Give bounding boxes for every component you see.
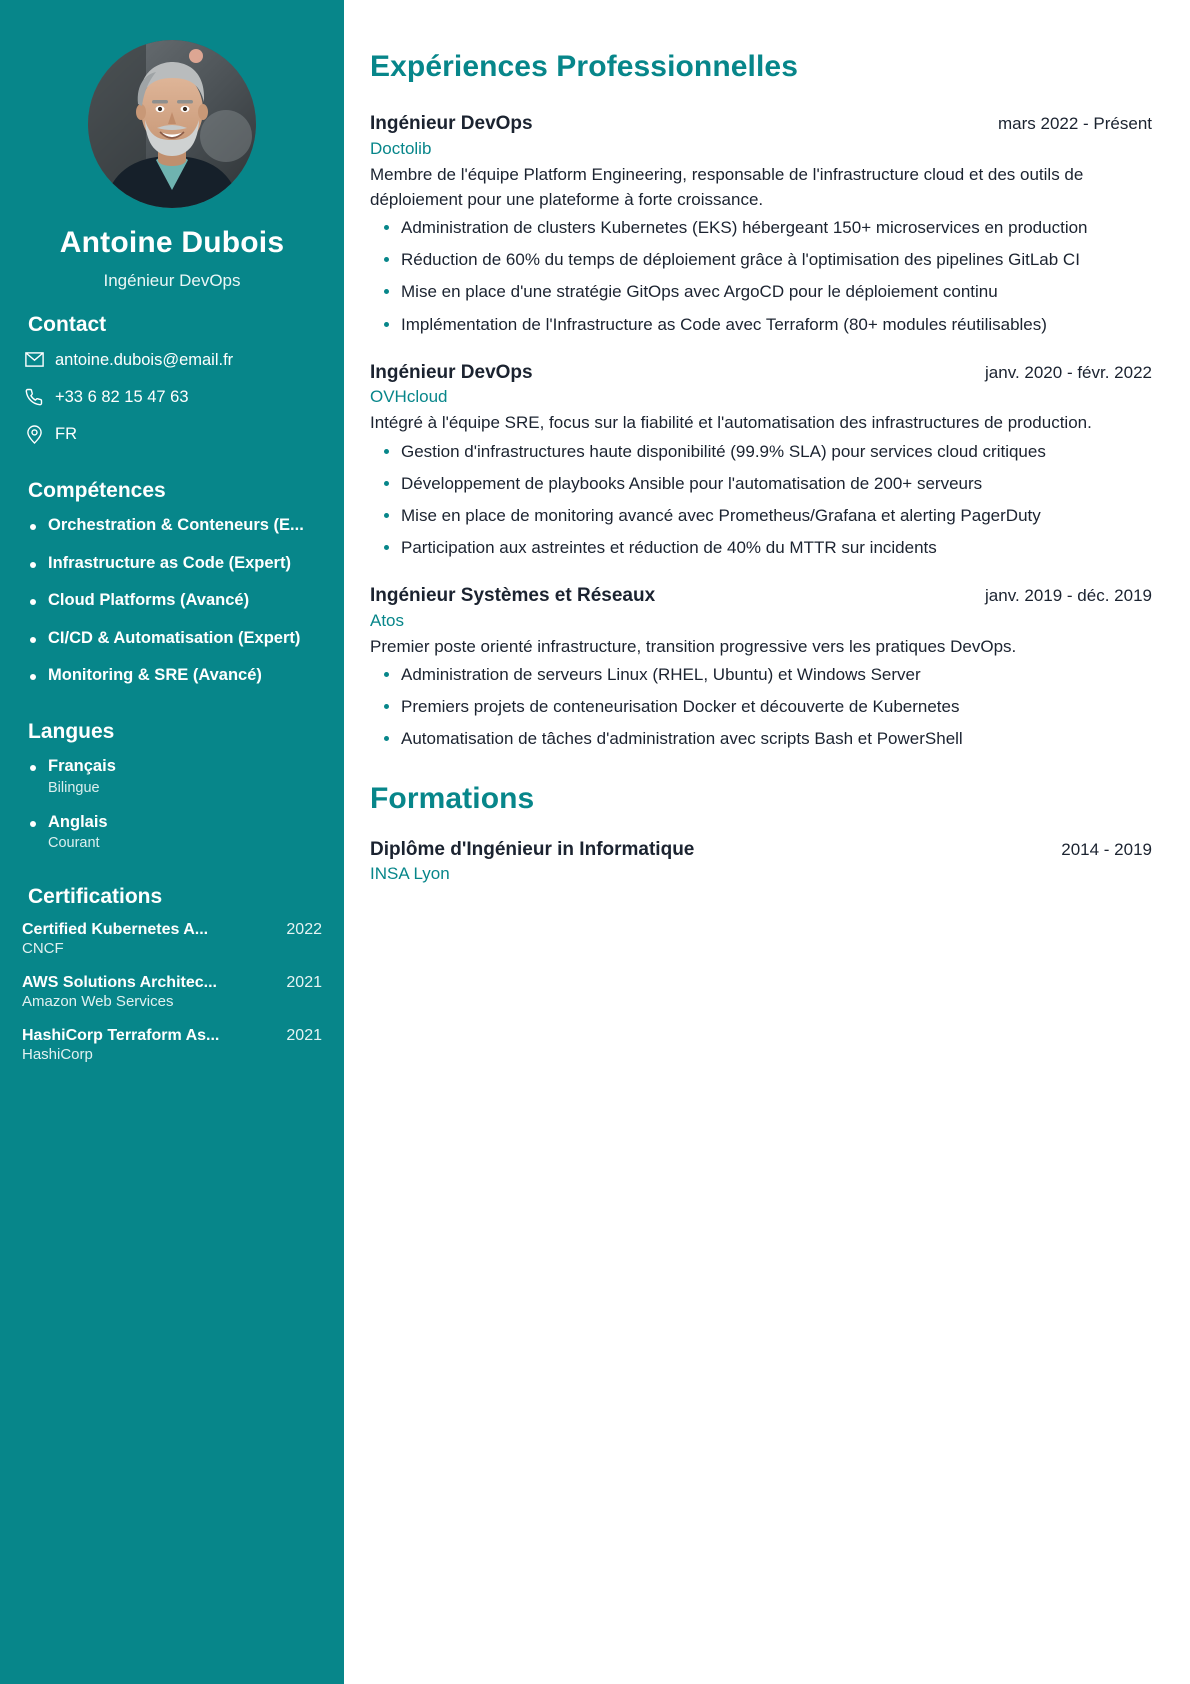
language-level: Courant bbox=[48, 835, 100, 852]
list-item bbox=[22, 921, 322, 957]
education-dates: 2014 - 2019 bbox=[1061, 839, 1152, 859]
list-item: Développement de playbooks Ansible pour l'automatisation de 200+ serveurs bbox=[370, 471, 1152, 496]
experience-header bbox=[370, 112, 1152, 136]
list-item: Infrastructure as Code (Expert) bbox=[28, 553, 322, 574]
list-item bbox=[22, 1027, 322, 1063]
experience-entry bbox=[370, 361, 1152, 561]
experience-dates: janv. 2020 - févr. 2022 bbox=[985, 362, 1152, 382]
certification-year: 2021 bbox=[286, 1027, 322, 1045]
education-school: INSA Lyon bbox=[370, 864, 450, 884]
list-item: Monitoring & SRE (Avancé) bbox=[28, 665, 322, 686]
languages-heading: Langues bbox=[28, 720, 115, 744]
education-degree: Diplôme d'Ingénieur in Informatique bbox=[370, 838, 695, 860]
contact-heading: Contact bbox=[28, 312, 107, 336]
certification-issuer: Amazon Web Services bbox=[22, 993, 174, 1011]
certifications-heading: Certifications bbox=[28, 885, 163, 909]
experience-header bbox=[370, 584, 1152, 608]
experience-dates: mars 2022 - Présent bbox=[997, 114, 1152, 133]
list-item: Gestion d'infrastructures haute disponibilité (99.9% SLA) pour services cloud critiques bbox=[370, 439, 1152, 464]
experience-company: OVHcloud bbox=[370, 387, 448, 407]
contact-item-email[interactable] bbox=[24, 349, 322, 371]
list-item bbox=[28, 756, 322, 795]
languages-list bbox=[28, 756, 322, 851]
experience-company: Doctolib bbox=[370, 138, 432, 158]
list-item: Implémentation de l'Infrastructure as Code avec Terraform (80+ modules réutilisables) bbox=[370, 312, 1152, 337]
avatar-container bbox=[22, 40, 322, 208]
certification-name: AWS Solutions Architec... bbox=[22, 974, 217, 992]
contact-item-phone[interactable] bbox=[24, 386, 322, 408]
experience-section-title: Expériences Professionnelles bbox=[370, 50, 798, 83]
language-name: Anglais bbox=[48, 812, 108, 831]
education-section-title: Formations bbox=[370, 781, 535, 815]
experience-role: Ingénieur DevOps bbox=[370, 113, 533, 134]
experience-entry bbox=[370, 584, 1152, 751]
experience-dates: janv. 2019 - déc. 2019 bbox=[985, 586, 1152, 606]
contact-phone-value: +33 6 82 15 47 63 bbox=[55, 387, 189, 406]
skills-list bbox=[28, 515, 322, 686]
education-entry bbox=[370, 838, 1152, 885]
list-item: Mise en place de monitoring avancé avec Prometheus/Grafana et alerting PagerDuty bbox=[370, 503, 1152, 528]
experience-description: Intégré à l'équipe SRE, focus sur la fiabilité et l'automatisation des infrastructures de production. bbox=[370, 413, 1092, 433]
list-item: Automatisation de tâches d'administration avec scripts Bash et PowerShell bbox=[370, 726, 1152, 751]
language-name: Français bbox=[48, 757, 116, 776]
avatar bbox=[88, 40, 256, 208]
person-job-title: Ingénieur DevOps bbox=[103, 270, 241, 290]
list-item: Administration de clusters Kubernetes (EKS) hébergeant 150+ microservices en production bbox=[370, 215, 1152, 240]
certification-row bbox=[22, 921, 322, 939]
language-level: Bilingue bbox=[48, 779, 100, 796]
experience-role: Ingénieur Systèmes et Réseaux bbox=[370, 585, 656, 607]
certification-year: 2021 bbox=[286, 974, 322, 992]
list-item: Cloud Platforms (Avancé) bbox=[28, 590, 322, 611]
experience-company: Atos bbox=[370, 610, 405, 630]
experience-description: Membre de l'équipe Platform Engineering, responsable de l'infrastructure cloud et des outils de déploiement pour une plateforme à forte croissance. bbox=[370, 164, 1084, 209]
experience-description: Premier poste orienté infrastructure, transition progressive vers les pratiques DevOps. bbox=[370, 636, 1017, 656]
list-item: CI/CD & Automatisation (Expert) bbox=[28, 628, 322, 649]
sidebar bbox=[0, 0, 344, 1684]
certification-row bbox=[22, 1027, 322, 1045]
certification-row bbox=[22, 974, 322, 992]
profile-photo-graphic bbox=[88, 40, 256, 208]
contact-location-value: FR bbox=[55, 425, 77, 444]
experience-points bbox=[370, 439, 1152, 561]
list-item bbox=[22, 974, 322, 1010]
list-item: Administration de serveurs Linux (RHEL, Ubuntu) et Windows Server bbox=[370, 662, 1152, 687]
list-item: Participation aux astreintes et réduction de 40% du MTTR sur incidents bbox=[370, 535, 1152, 560]
list-item: Orchestration & Conteneurs (E... bbox=[28, 515, 322, 536]
skills-heading: Compétences bbox=[28, 479, 166, 503]
list-item bbox=[28, 812, 322, 851]
list-item: Mise en place d'une stratégie GitOps avec ArgoCD pour le déploiement continu bbox=[370, 279, 1152, 304]
experience-header bbox=[370, 361, 1152, 385]
certifications-list bbox=[22, 921, 322, 1063]
phone-icon bbox=[24, 387, 44, 407]
education-header bbox=[370, 838, 1152, 862]
certification-name: Certified Kubernetes A... bbox=[22, 921, 209, 939]
contact-list bbox=[24, 349, 322, 446]
contact-email-value: antoine.dubois@email.fr bbox=[55, 350, 234, 369]
main-content bbox=[344, 0, 1190, 1684]
experience-points bbox=[370, 215, 1152, 337]
experience-points bbox=[370, 662, 1152, 751]
certification-name: HashiCorp Terraform As... bbox=[22, 1027, 220, 1045]
certification-year: 2022 bbox=[286, 921, 322, 939]
certification-issuer: HashiCorp bbox=[22, 1046, 93, 1064]
list-item: Premiers projets de conteneurisation Docker et découverte de Kubernetes bbox=[370, 694, 1152, 719]
list-item: Réduction de 60% du temps de déploiement grâce à l'optimisation des pipelines GitLab CI bbox=[370, 247, 1152, 272]
experience-role: Ingénieur DevOps bbox=[370, 361, 533, 383]
experience-entry bbox=[370, 112, 1152, 337]
certification-issuer: CNCF bbox=[22, 940, 64, 958]
envelope-icon bbox=[24, 350, 44, 370]
contact-item-location[interactable] bbox=[24, 423, 322, 445]
person-name: Antoine Dubois bbox=[59, 226, 285, 259]
location-pin-icon bbox=[24, 424, 44, 444]
